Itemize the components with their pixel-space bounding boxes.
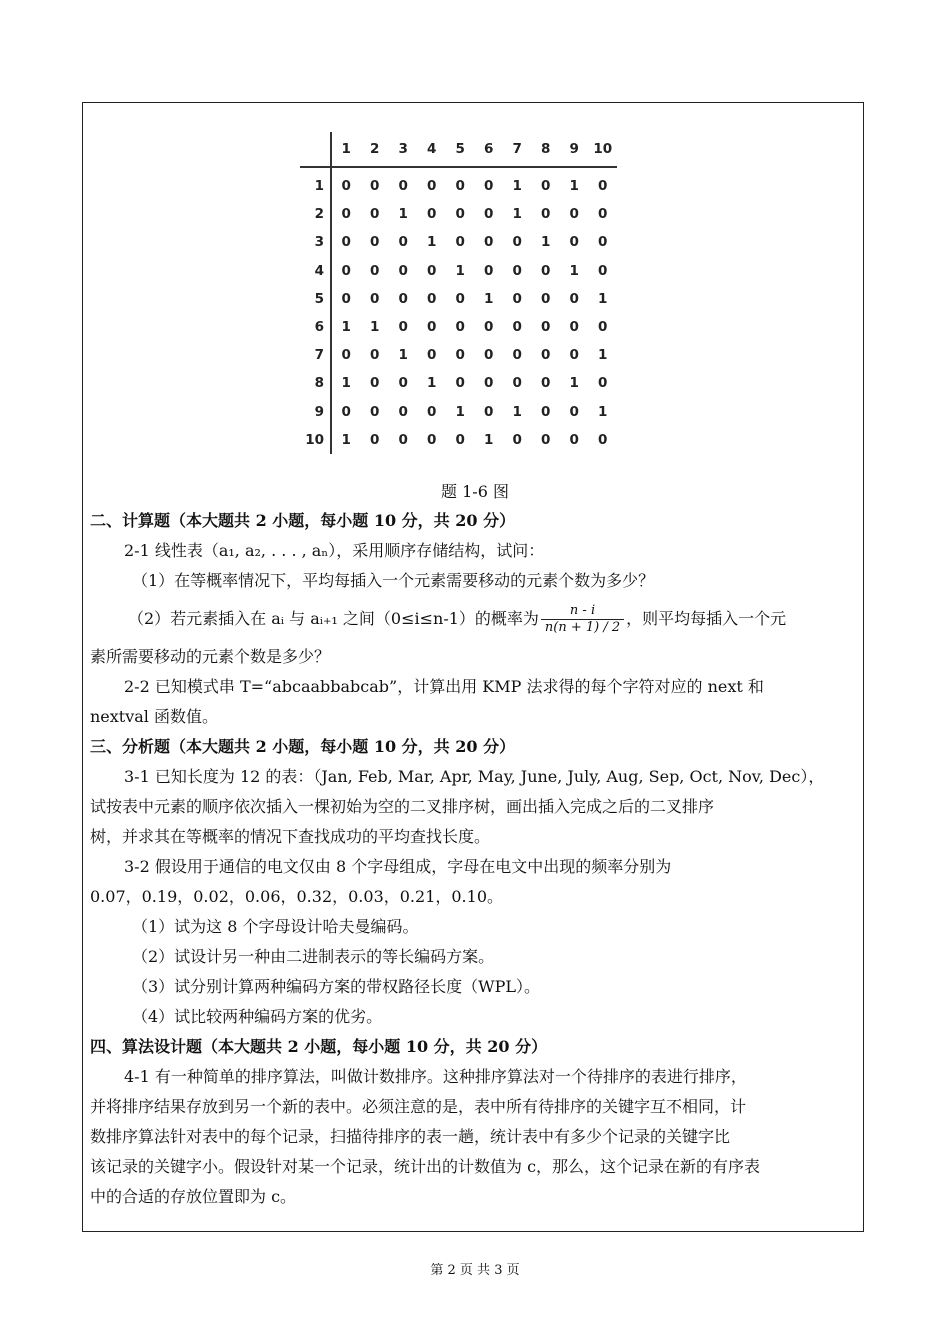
q41-line1: 4-1 有一种简单的排序算法，叫做计数排序。这种排序算法对一个待排序的表进行排序， bbox=[124, 1067, 747, 1086]
matrix-cell: 0 bbox=[455, 431, 465, 448]
exam-content bbox=[90, 506, 860, 1212]
matrix-cell: 0 bbox=[455, 290, 465, 307]
fraction-denominator: n(n + 1) / 2 bbox=[544, 620, 621, 635]
matrix-cell: 0 bbox=[569, 431, 579, 448]
matrix-row-header: 8 bbox=[300, 369, 331, 397]
matrix-header-row bbox=[300, 132, 617, 167]
matrix-cell: 1 bbox=[484, 290, 494, 307]
matrix-cell: 0 bbox=[598, 234, 608, 251]
matrix-cell: 0 bbox=[427, 347, 437, 364]
q32-part2: （2）试设计另一种由二进制表示的等长编码方案。 bbox=[132, 947, 495, 966]
matrix-cell: 0 bbox=[541, 375, 551, 392]
matrix-cell: 0 bbox=[569, 319, 579, 336]
matrix-row-header: 3 bbox=[300, 228, 331, 256]
matrix-cell: 0 bbox=[598, 206, 608, 223]
matrix-cell: 0 bbox=[484, 403, 494, 420]
matrix-cell: 0 bbox=[398, 178, 408, 195]
figure-caption: 题 1-6 图 bbox=[441, 482, 509, 501]
matrix-cell: 0 bbox=[541, 319, 551, 336]
matrix-cell: 0 bbox=[541, 290, 551, 307]
matrix-cell: 0 bbox=[398, 403, 408, 420]
q41-line3: 数排序算法针对表中的每个记录，扫描待排序的表一趟，统计表中有多少个记录的关键字比 bbox=[90, 1127, 731, 1146]
matrix-col-header: 7 bbox=[503, 132, 532, 167]
matrix-cell: 0 bbox=[484, 178, 494, 195]
matrix-cell: 0 bbox=[484, 319, 494, 336]
matrix-cell: 0 bbox=[598, 178, 608, 195]
matrix-row-header: 6 bbox=[300, 313, 331, 341]
matrix-row-header: 10 bbox=[300, 426, 331, 454]
matrix-cell: 0 bbox=[427, 178, 437, 195]
matrix-cell: 1 bbox=[341, 375, 351, 392]
matrix-cell: 0 bbox=[370, 234, 380, 251]
q22-line2: nextval 函数值。 bbox=[90, 707, 219, 726]
matrix-cell: 0 bbox=[455, 178, 465, 195]
matrix-row bbox=[300, 257, 617, 285]
q21-part1: （1）在等概率情况下，平均每插入一个元素需要移动的元素个数为多少？ bbox=[132, 571, 655, 590]
matrix-cell: 0 bbox=[427, 431, 437, 448]
section3-heading: 三、分析题（本大题共 2 小题，每小题 10 分，共 20 分） bbox=[90, 737, 516, 756]
q21-part2-cont: 素所需要移动的元素个数是多少？ bbox=[90, 647, 331, 666]
q41-line5: 中的合适的存放位置即为 c。 bbox=[90, 1187, 297, 1206]
matrix-cell: 0 bbox=[427, 206, 437, 223]
matrix-cell: 0 bbox=[398, 431, 408, 448]
matrix-col-header: 8 bbox=[532, 132, 561, 167]
matrix-cell: 0 bbox=[455, 347, 465, 364]
matrix-row-header: 2 bbox=[300, 200, 331, 228]
matrix-cell: 1 bbox=[541, 234, 551, 251]
matrix-row bbox=[300, 369, 617, 397]
q32-line2: 0.07，0.19，0.02，0.06，0.32，0.03，0.21，0.10。 bbox=[90, 887, 504, 906]
matrix-cell: 0 bbox=[427, 403, 437, 420]
matrix-cell: 0 bbox=[370, 347, 380, 364]
matrix-cell: 1 bbox=[341, 319, 351, 336]
matrix-cell: 0 bbox=[341, 234, 351, 251]
q21-intro: 2-1 线性表（a₁, a₂, . . . , aₙ），采用顺序存储结构，试问： bbox=[124, 541, 545, 560]
matrix-cell: 0 bbox=[541, 178, 551, 195]
matrix-cell: 0 bbox=[484, 347, 494, 364]
matrix-cell: 1 bbox=[370, 319, 380, 336]
matrix-body bbox=[300, 167, 617, 454]
matrix-cell: 1 bbox=[398, 206, 408, 223]
matrix-col-header: 9 bbox=[560, 132, 589, 167]
matrix-row bbox=[300, 313, 617, 341]
matrix-cell: 1 bbox=[455, 262, 465, 279]
adjacency-matrix-table bbox=[300, 132, 617, 454]
matrix-cell: 0 bbox=[398, 290, 408, 307]
matrix-cell: 1 bbox=[598, 347, 608, 364]
matrix-cell: 1 bbox=[569, 375, 579, 392]
matrix-cell: 0 bbox=[512, 347, 522, 364]
matrix-cell: 0 bbox=[484, 375, 494, 392]
q21-part2 bbox=[90, 596, 860, 642]
matrix-cell: 0 bbox=[427, 262, 437, 279]
matrix-row bbox=[300, 285, 617, 313]
matrix-cell: 0 bbox=[512, 290, 522, 307]
matrix-row bbox=[300, 341, 617, 369]
matrix-cell: 0 bbox=[512, 375, 522, 392]
matrix-cell: 0 bbox=[370, 290, 380, 307]
matrix-cell: 0 bbox=[569, 347, 579, 364]
matrix-cell: 0 bbox=[455, 206, 465, 223]
q32-line1: 3-2 假设用于通信的电文仅由 8 个字母组成，字母在电文中出现的频率分别为 bbox=[124, 857, 672, 876]
matrix-cell: 0 bbox=[341, 347, 351, 364]
matrix-cell: 0 bbox=[569, 206, 579, 223]
section4-heading: 四、算法设计题（本大题共 2 小题，每小题 10 分，共 20 分） bbox=[90, 1037, 548, 1056]
matrix-cell: 0 bbox=[341, 206, 351, 223]
q32-part4: （4）试比较两种编码方案的优劣。 bbox=[132, 1007, 383, 1026]
matrix-cell: 0 bbox=[512, 319, 522, 336]
adjacency-matrix-figure bbox=[300, 132, 630, 472]
matrix-cell: 0 bbox=[370, 431, 380, 448]
matrix-cell: 0 bbox=[370, 206, 380, 223]
matrix-cell: 1 bbox=[512, 206, 522, 223]
q41-line2: 并将排序结果存放到另一个新的表中。必须注意的是，表中所有待排序的关键字互不相同，计 bbox=[90, 1097, 747, 1116]
section2-heading: 二、计算题（本大题共 2 小题，每小题 10 分，共 20 分） bbox=[90, 511, 516, 530]
matrix-cell: 0 bbox=[569, 234, 579, 251]
matrix-corner bbox=[300, 132, 331, 167]
matrix-cell: 0 bbox=[398, 234, 408, 251]
matrix-cell: 1 bbox=[512, 403, 522, 420]
matrix-cell: 0 bbox=[541, 431, 551, 448]
matrix-cell: 0 bbox=[598, 319, 608, 336]
matrix-cell: 0 bbox=[484, 234, 494, 251]
probability-fraction bbox=[541, 603, 624, 636]
matrix-row bbox=[300, 398, 617, 426]
matrix-row bbox=[300, 228, 617, 256]
matrix-cell: 1 bbox=[569, 178, 579, 195]
matrix-cell: 0 bbox=[427, 290, 437, 307]
matrix-cell: 0 bbox=[512, 234, 522, 251]
q31-line2: 试按表中元素的顺序依次插入一棵初始为空的二叉排序树，画出插入完成之后的二叉排序 bbox=[90, 797, 715, 816]
matrix-cell: 0 bbox=[341, 178, 351, 195]
matrix-cell: 0 bbox=[541, 403, 551, 420]
matrix-cell: 1 bbox=[598, 403, 608, 420]
q21-part2-tail: ，则平均每插入一个元 bbox=[626, 609, 787, 628]
matrix-row-header: 1 bbox=[300, 167, 331, 200]
matrix-cell: 0 bbox=[398, 319, 408, 336]
q41-line4: 该记录的关键字小。假设针对某一个记录，统计出的计数值为 c，那么，这个记录在新的有序表 bbox=[90, 1157, 761, 1176]
fraction-numerator: n - i bbox=[541, 603, 624, 620]
page-footer: 第 2 页 共 3 页 bbox=[430, 1263, 520, 1278]
matrix-row bbox=[300, 167, 617, 200]
matrix-cell: 0 bbox=[370, 375, 380, 392]
matrix-cell: 0 bbox=[455, 375, 465, 392]
q21-part2-text: （2）若元素插入在 aᵢ 与 aᵢ₊₁ 之间（0≤i≤n-1）的概率为 bbox=[128, 609, 539, 628]
q31-line3: 树，并求其在等概率的情况下查找成功的平均查找长度。 bbox=[90, 827, 491, 846]
matrix-cell: 1 bbox=[427, 234, 437, 251]
matrix-row-header: 4 bbox=[300, 257, 331, 285]
matrix-row-header: 7 bbox=[300, 341, 331, 369]
matrix-cell: 0 bbox=[541, 206, 551, 223]
matrix-cell: 0 bbox=[455, 234, 465, 251]
matrix-col-header: 2 bbox=[361, 132, 390, 167]
matrix-col-header: 4 bbox=[418, 132, 447, 167]
matrix-cell: 0 bbox=[598, 262, 608, 279]
matrix-cell: 0 bbox=[455, 319, 465, 336]
q32-part3: （3）试分别计算两种编码方案的带权路径长度（WPL）。 bbox=[132, 977, 541, 996]
matrix-row-header: 5 bbox=[300, 285, 331, 313]
matrix-cell: 0 bbox=[598, 431, 608, 448]
matrix-col-header: 6 bbox=[475, 132, 504, 167]
matrix-cell: 1 bbox=[512, 178, 522, 195]
matrix-cell: 1 bbox=[455, 403, 465, 420]
matrix-cell: 1 bbox=[427, 375, 437, 392]
matrix-cell: 0 bbox=[484, 262, 494, 279]
matrix-cell: 0 bbox=[598, 375, 608, 392]
matrix-cell: 1 bbox=[484, 431, 494, 448]
matrix-cell: 0 bbox=[569, 290, 579, 307]
q22-line1: 2-2 已知模式串 T=“abcaabbabcab”，计算出用 KMP 法求得的每个字符对应的 next 和 bbox=[124, 677, 764, 696]
q32-part1: （1）试为这 8 个字母设计哈夫曼编码。 bbox=[132, 917, 419, 936]
matrix-cell: 0 bbox=[569, 403, 579, 420]
matrix-cell: 0 bbox=[398, 375, 408, 392]
matrix-cell: 0 bbox=[341, 290, 351, 307]
matrix-row-header: 9 bbox=[300, 398, 331, 426]
matrix-cell: 0 bbox=[370, 178, 380, 195]
matrix-cell: 0 bbox=[541, 347, 551, 364]
matrix-col-header: 1 bbox=[331, 132, 361, 167]
matrix-cell: 1 bbox=[341, 431, 351, 448]
matrix-cell: 0 bbox=[427, 319, 437, 336]
matrix-cell: 0 bbox=[398, 262, 408, 279]
matrix-cell: 0 bbox=[484, 206, 494, 223]
matrix-cell: 0 bbox=[512, 262, 522, 279]
matrix-cell: 0 bbox=[341, 262, 351, 279]
matrix-row bbox=[300, 426, 617, 454]
matrix-cell: 0 bbox=[341, 403, 351, 420]
matrix-row bbox=[300, 200, 617, 228]
matrix-cell: 0 bbox=[370, 403, 380, 420]
matrix-col-header: 10 bbox=[589, 132, 618, 167]
matrix-cell: 0 bbox=[541, 262, 551, 279]
matrix-cell: 0 bbox=[370, 262, 380, 279]
matrix-col-header: 3 bbox=[389, 132, 418, 167]
q31-line1: 3-1 已知长度为 12 的表：（Jan, Feb, Mar, Apr, May, June, July, Aug, Sep, Oct, Nov, Dec）， bbox=[124, 767, 825, 786]
matrix-cell: 1 bbox=[598, 290, 608, 307]
matrix-cell: 1 bbox=[398, 347, 408, 364]
matrix-cell: 1 bbox=[569, 262, 579, 279]
matrix-cell: 0 bbox=[512, 431, 522, 448]
matrix-col-header: 5 bbox=[446, 132, 475, 167]
